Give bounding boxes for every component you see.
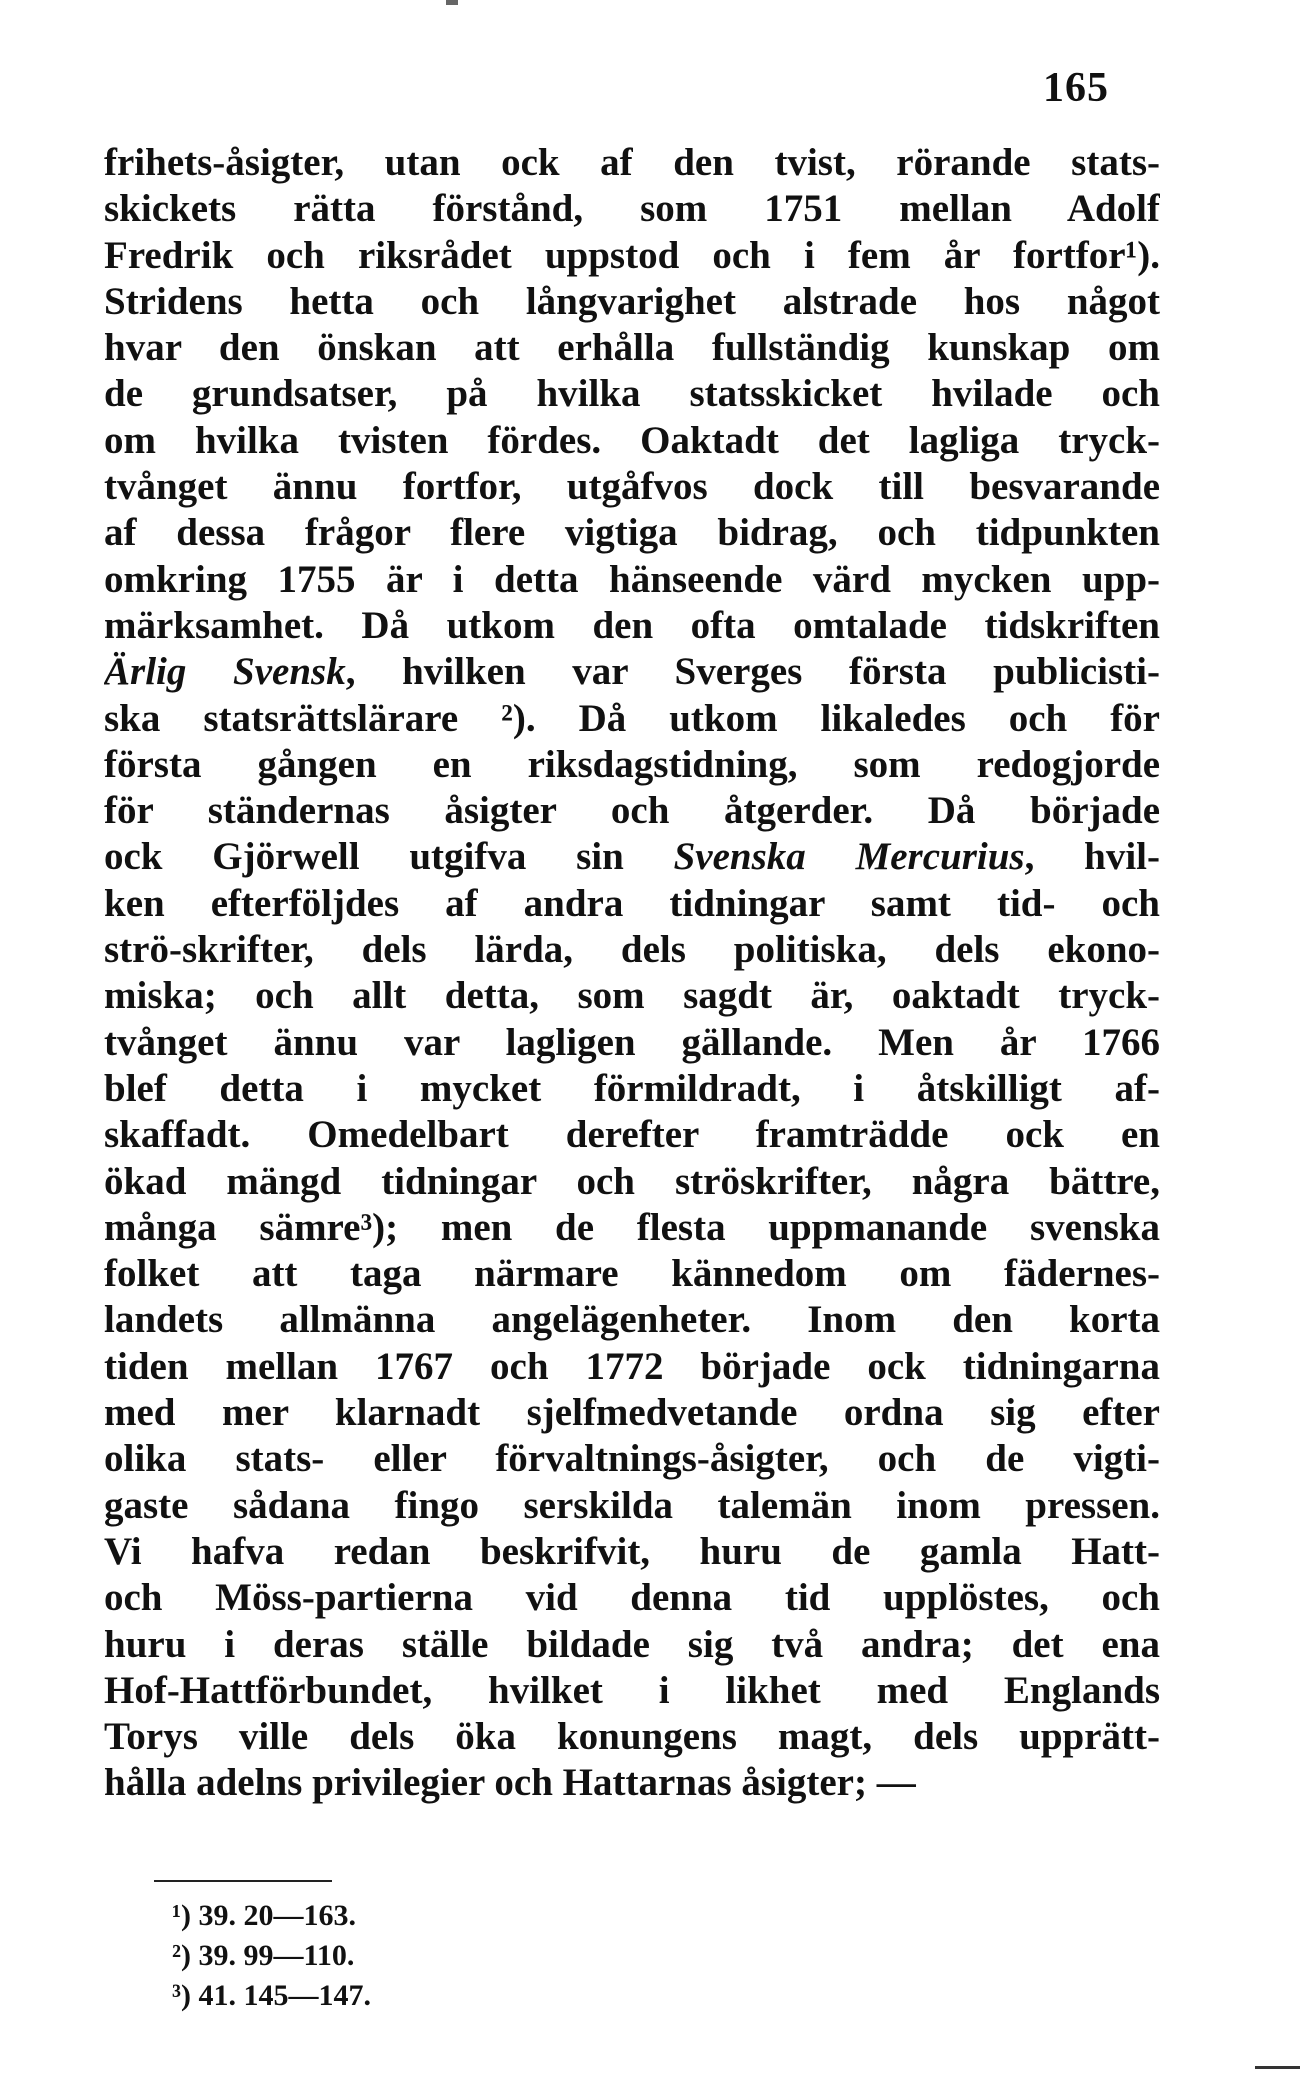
footnote-divider bbox=[154, 1880, 332, 1882]
body-text bbox=[104, 140, 1160, 1807]
footnote-text: 39. 20—163. bbox=[198, 1899, 356, 1932]
text-line: blef detta i mycket förmildradt, i åtskilligt af- bbox=[104, 1066, 1160, 1110]
text-line: märksamhet. Då utkom den ofta omtalade tidskriften bbox=[104, 603, 1160, 647]
text-line: med mer klarnadt sjelfmedvetande ordna sig efter bbox=[104, 1391, 1160, 1435]
text-line: tiden mellan 1767 och 1772 började ock tidningarna bbox=[104, 1344, 1160, 1388]
footnote bbox=[172, 1936, 371, 1976]
text-line: hålla adelns privilegier och Hattarnas åsigter; — bbox=[104, 1761, 916, 1805]
text-line: omkring 1755 är i detta hänseende värd mycken upp- bbox=[104, 557, 1160, 601]
text-line: frihets-åsigter, utan ock af den tvist, rörande stats- bbox=[104, 141, 1160, 184]
page-number: 165 bbox=[1043, 65, 1109, 111]
italic-title: Svenska Mercurius bbox=[673, 835, 1025, 879]
text-line bbox=[104, 649, 1160, 695]
scan-mark bbox=[1255, 2066, 1300, 2069]
scan-mark bbox=[446, 0, 458, 5]
text-line: tvånget ännu fortfor, utgåfvos dock till besvarande bbox=[104, 465, 1160, 509]
footnotes bbox=[172, 1896, 371, 2016]
text-line: gaste sådana fingo serskilda talemän inom pressen. bbox=[104, 1483, 1160, 1527]
footnote-text: 39. 99—110. bbox=[198, 1939, 355, 1972]
text-line: Torys ville dels öka konungens magt, dels upprätt- bbox=[104, 1715, 1160, 1759]
footnote bbox=[172, 1976, 371, 2016]
text-segment: , hvilken var Sverges första publicisti- bbox=[345, 650, 1160, 694]
text-line: strö-skrifter, dels lärda, dels politiska, dels ekono- bbox=[104, 928, 1160, 972]
text-line: för ständernas åsigter och åtgerder. Då började bbox=[104, 789, 1160, 833]
text-line: ska statsrättslärare ²). Då utkom likaledes och för bbox=[104, 696, 1160, 740]
text-line: skaffadt. Omedelbart derefter framträdde ock en bbox=[104, 1113, 1160, 1157]
text-line: olika stats- eller förvaltnings-åsigter, och de vigti- bbox=[104, 1437, 1160, 1481]
footnote bbox=[172, 1896, 371, 1936]
text-line: Hof-Hattförbundet, hvilket i likhet med Englands bbox=[104, 1668, 1160, 1712]
text-line: Fredrik och riksrådet uppstod och i fem år fortfor¹). bbox=[104, 233, 1160, 277]
text-line: landets allmänna angelägenheter. Inom den korta bbox=[104, 1298, 1160, 1342]
text-line: första gången en riksdagstidning, som redogjorde bbox=[104, 742, 1160, 786]
text-line: skickets rätta förstånd, som 1751 mellan Adolf bbox=[104, 187, 1160, 231]
text-segment: ock Gjörwell utgifva sin bbox=[104, 835, 674, 879]
text-line: miska; och allt detta, som sagdt är, oaktadt tryck- bbox=[104, 974, 1160, 1018]
text-line: af dessa frågor flere vigtiga bidrag, och tidpunkten bbox=[104, 511, 1160, 555]
text-line bbox=[104, 834, 1160, 880]
footnote-mark: ³) bbox=[172, 1979, 191, 2012]
text-line: Vi hafva redan beskrifvit, huru de gamla Hatt- bbox=[104, 1529, 1160, 1573]
text-line: många sämre³); men de flesta uppmanande svenska bbox=[104, 1205, 1160, 1249]
text-line: och Möss-partierna vid denna tid upplöstes, och bbox=[104, 1576, 1160, 1620]
text-line: hvar den önskan att erhålla fullständig kunskap om bbox=[104, 326, 1160, 370]
text-line: tvånget ännu var lagligen gällande. Men år 1766 bbox=[104, 1020, 1160, 1064]
text-line: huru i deras ställe bildade sig två andra; det ena bbox=[104, 1622, 1160, 1666]
text-line: om hvilka tvisten fördes. Oaktadt det lagliga tryck- bbox=[104, 418, 1160, 462]
italic-title: Ärlig Svensk bbox=[104, 650, 346, 694]
text-segment: , hvil- bbox=[1024, 835, 1160, 879]
text-line: ökad mängd tidningar och ströskrifter, några bättre, bbox=[104, 1159, 1160, 1203]
footnote-mark: ²) bbox=[172, 1939, 191, 1972]
text-line: ken efterföljdes af andra tidningar samt tid- och bbox=[104, 881, 1160, 925]
text-line: Stridens hetta och långvarighet alstrade hos något bbox=[104, 279, 1160, 323]
text-line: de grundsatser, på hvilka statsskicket hvilade och bbox=[104, 372, 1160, 416]
footnote-mark: ¹) bbox=[172, 1899, 191, 1932]
text-line: folket att taga närmare kännedom om fädernes- bbox=[104, 1252, 1160, 1296]
footnote-text: 41. 145—147. bbox=[198, 1979, 371, 2012]
